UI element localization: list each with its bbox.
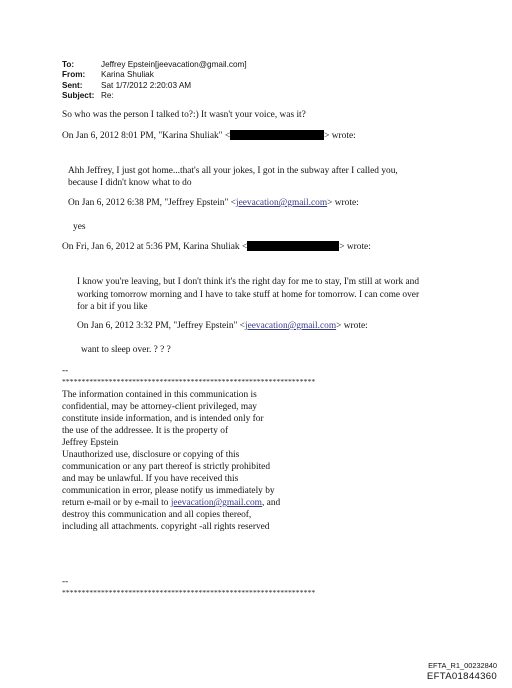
disclaimer-line: including all attachments. copyright -all rights reserved bbox=[62, 522, 270, 532]
quote-header-3-suffix: > wrote: bbox=[339, 242, 371, 252]
quote-header-1-prefix: On Jan 6, 2012 8:01 PM, "Karina Shuliak" < bbox=[62, 131, 231, 141]
message-3-line-1: I know you're leaving, but I don't think it's the right day for me to stay, I'm still at work and bbox=[77, 277, 420, 287]
quote-header-2-suffix: > wrote: bbox=[327, 198, 359, 208]
from-row bbox=[62, 70, 247, 80]
disclaimer-line: Unauthorized use, disclosure or copying of this bbox=[62, 450, 240, 460]
disclaimer-line-prefix: return e-mail or by e-mail to bbox=[62, 498, 171, 508]
from-label: From: bbox=[62, 70, 86, 80]
to-row bbox=[62, 60, 247, 70]
subject-label: Subject: bbox=[62, 90, 95, 100]
message-3-line-3: for a bit if you like bbox=[77, 302, 148, 312]
disclaimer-line: destroy this communication and all copies thereof, bbox=[62, 510, 252, 520]
email-header bbox=[62, 60, 247, 101]
subject-row bbox=[62, 91, 247, 101]
message-3-line-2: working tomorrow morning and I have to take stuff at home for tomorrow. I can come over bbox=[77, 290, 420, 300]
quote-header-3-prefix: On Fri, Jan 6, 2012 at 5:36 PM, Karina Shuliak < bbox=[62, 242, 248, 252]
message-2: yes bbox=[73, 222, 86, 232]
disclaimer-line: Jeffrey Epstein bbox=[62, 438, 119, 448]
redaction-bar bbox=[230, 130, 324, 140]
sent-label: Sent: bbox=[62, 80, 83, 90]
redaction-bar bbox=[247, 241, 339, 251]
email-link[interactable]: jeevacation@gmail.com bbox=[235, 198, 328, 208]
message-4: want to sleep over. ? ? ? bbox=[81, 345, 171, 355]
message-1-line-2: because I didn't know what to do bbox=[68, 178, 192, 188]
to-label: To: bbox=[62, 60, 75, 69]
bates-number-2: EFTA01844360 bbox=[426, 671, 497, 682]
separator-stars: ***************************************************************** bbox=[62, 377, 316, 386]
disclaimer-line: confidential, may be attorney-client privileged, may bbox=[62, 402, 257, 412]
quote-header-4-prefix: On Jan 6, 2012 3:32 PM, "Jeffrey Epstein" < bbox=[77, 321, 245, 331]
email-link[interactable]: jeevacation@gmail.com bbox=[170, 498, 262, 508]
disclaimer-line: constitute inside information, and is intended only for bbox=[62, 414, 264, 424]
quote-header-1 bbox=[62, 130, 356, 142]
subject-value: Re: bbox=[101, 90, 114, 100]
disclaimer-line-suffix: , and bbox=[261, 498, 281, 508]
separator-dashes: -- bbox=[62, 366, 69, 376]
disclaimer-line: and may be unlawful. If you have received this bbox=[62, 474, 239, 484]
disclaimer-line: communication or any part thereof is strictly prohibited bbox=[62, 462, 271, 472]
disclaimer-line: The information contained in this communication is bbox=[62, 390, 257, 400]
sent-value: Sat 1/7/2012 2:20:03 AM bbox=[101, 80, 192, 90]
disclaimer-line-with-link bbox=[62, 497, 280, 509]
quote-header-2-prefix: On Jan 6, 2012 6:38 PM, "Jeffrey Epstein" < bbox=[68, 198, 236, 208]
quote-header-2 bbox=[68, 197, 359, 209]
message-1-line-1: Ahh Jeffrey, I just got home...that's all your jokes, I got in the subway after I called you, bbox=[68, 166, 398, 176]
separator-dashes: -- bbox=[62, 577, 69, 587]
disclaimer-line: the use of the addressee. It is the property of bbox=[62, 426, 229, 436]
quote-header-4 bbox=[77, 320, 368, 332]
separator-stars: ***************************************************************** bbox=[62, 588, 316, 597]
sent-row bbox=[62, 81, 247, 91]
bates-number-1: EFTA_R1_00232840 bbox=[428, 661, 497, 670]
from-value: Karina Shuliak bbox=[101, 70, 154, 80]
email-link[interactable]: jeevacation@gmail.com bbox=[244, 321, 337, 331]
disclaimer-line: communication in error, please notify us immediately by bbox=[62, 486, 275, 496]
quote-header-3 bbox=[62, 241, 371, 253]
body-line-1: So who was the person I talked to?:) It wasn't your voice, was it? bbox=[62, 110, 306, 120]
to-value: Jeffrey Epstein[jeevacation@gmail.com] bbox=[101, 60, 247, 69]
quote-header-1-suffix: > wrote: bbox=[324, 131, 356, 141]
quote-header-4-suffix: > wrote: bbox=[336, 321, 368, 331]
